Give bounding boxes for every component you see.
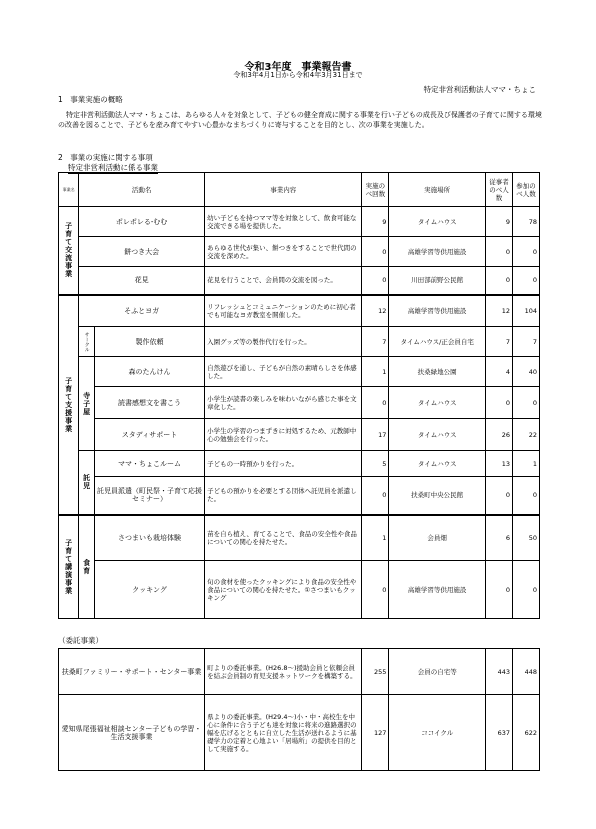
entrusted-place: ココイクル	[389, 695, 486, 771]
activity-name: クッキング	[94, 561, 204, 619]
activity-staff: 12	[486, 295, 513, 327]
activity-place: 扶桑緑地公園	[389, 357, 486, 387]
group-label: 子育て交流事業	[59, 207, 79, 295]
activity-staff: 0	[486, 561, 513, 619]
section1-heading: 1 事業実施の概略	[58, 95, 123, 104]
header-content: 事業内容	[205, 173, 362, 207]
activity-count: 5	[362, 451, 389, 477]
subgroup-label: 食育	[79, 515, 95, 619]
activity-name: 読書感想文を書こう	[94, 387, 204, 419]
activity-place: 川田部前野公民館	[389, 267, 486, 295]
activity-content: リフレッシュとコミュニケーションのために初心者でも可能なヨガ教室を開催した。	[205, 295, 362, 327]
activity-staff: 6	[486, 515, 513, 561]
activity-staff: 7	[486, 327, 513, 357]
header-count: 実施のべ回数	[362, 173, 389, 207]
activity-staff: 13	[486, 451, 513, 477]
activity-count: 0	[362, 477, 389, 515]
group-label: 子育て支援事業	[59, 295, 79, 515]
activity-content: 自然遊びを通し、子どもが自然の素晴らしさを体感した。	[205, 357, 362, 387]
activity-place: 会員畑	[389, 515, 486, 561]
activity-staff: 0	[486, 387, 513, 419]
activity-participants: 50	[512, 515, 539, 561]
subgroup-label: 託児	[79, 451, 95, 515]
header-activity: 活動名	[79, 173, 205, 207]
activity-place: タイムハウス	[389, 387, 486, 419]
header-category: 事業名	[59, 173, 79, 207]
activity-participants: 0	[512, 561, 539, 619]
entrusted-count: 255	[362, 649, 389, 695]
activity-participants: 104	[512, 295, 539, 327]
activity-participants: 7	[512, 327, 539, 357]
activity-participants: 0	[512, 237, 539, 267]
activity-name: さつまいも栽培体験	[94, 515, 204, 561]
section2-heading: 2 事業の実施に関する事項	[58, 153, 153, 162]
activity-content: 子どもの一時預かりを行った。	[205, 451, 362, 477]
entrusted-name: 愛知県尾張福祉相談センター子どもの学習・生活支援事業	[59, 695, 205, 771]
activity-place: 高雄学習等供用施設	[389, 295, 486, 327]
report-period: 令和3年4月1日から令和4年3月31日まで	[233, 71, 363, 79]
section2-subheading: 特定非営利活動に係る事業	[68, 163, 158, 172]
entrusted-count: 127	[362, 695, 389, 771]
activity-count: 9	[362, 207, 389, 237]
entrusted-staff: 637	[486, 695, 513, 771]
activity-participants: 40	[512, 357, 539, 387]
activity-content: 小学生の学習のつまずきに対処するため、元教師中心の勉強会を行った。	[205, 419, 362, 451]
entrusted-table	[58, 648, 540, 771]
entrusted-content: 町よりの委託事業。(H26.8～)援助会員と依頼会員を結ぶ会員制の育児支援ネットワークを構築する。	[205, 649, 362, 695]
activity-count: 0	[362, 387, 389, 419]
section3-heading: （委託事業）	[58, 636, 103, 645]
entrusted-participants: 622	[513, 695, 540, 771]
activity-name: スタディサポート	[94, 419, 204, 451]
activities-table	[58, 172, 540, 619]
header-participants: 参加のべ人数	[512, 173, 539, 207]
activity-count: 0	[362, 237, 389, 267]
page-title: 令和3年度 事業報告書	[244, 62, 352, 73]
activity-count: 17	[362, 419, 389, 451]
organization-name: 特定非営利活動法人ママ・ちょこ	[423, 85, 536, 94]
activity-name: ママ・ちょこルーム	[94, 451, 204, 477]
activity-content: 旬の食材を使ったクッキングにより食品の安全性や食品についての関心を持たせた。①さつまいもクッキング	[205, 561, 362, 619]
activity-staff: 9	[486, 207, 513, 237]
activity-staff: 0	[486, 237, 513, 267]
entrusted-name: 扶桑町ファミリー・サポート・センター事業	[59, 649, 205, 695]
header-place: 実施場所	[389, 173, 486, 207]
subgroup-label: サークル	[79, 327, 95, 357]
activity-content: あらゆる世代が集い、餅つきをすることで世代間の交流を深めた。	[205, 237, 362, 267]
activity-place: 扶桑町中央公民館	[389, 477, 486, 515]
activity-staff: 26	[486, 419, 513, 451]
activity-count: 1	[362, 515, 389, 561]
activity-name: そふとヨガ	[79, 295, 205, 327]
activity-staff: 0	[486, 477, 513, 515]
activity-place: タイムハウス	[389, 451, 486, 477]
activity-content: 花見を行うことで、会員間の交流を図った。	[205, 267, 362, 295]
activity-content: 入園グッズ等の製作代行を行った。	[205, 327, 362, 357]
subgroup-label: 寺子屋	[79, 357, 95, 451]
activity-participants: 0	[512, 267, 539, 295]
activity-content: 苗を自ら植え、育てることで、食品の安全性や食品についての関心を持たせた。	[205, 515, 362, 561]
header-staff: 従事者のべ人数	[486, 173, 513, 207]
activity-place: 高雄学習等供用施設	[389, 561, 486, 619]
group-label: 子育て講演事業	[59, 515, 79, 619]
entrusted-participants: 448	[513, 649, 540, 695]
activity-participants: 78	[512, 207, 539, 237]
activity-participants: 1	[512, 451, 539, 477]
activity-name: 花見	[79, 267, 205, 295]
activity-name: 託児員派遣（町民祭・子育て応援セミナー）	[94, 477, 204, 515]
activity-count: 0	[362, 267, 389, 295]
activity-count: 12	[362, 295, 389, 327]
activity-participants: 22	[512, 419, 539, 451]
activity-name: 製作依頼	[94, 327, 204, 357]
entrusted-staff: 443	[486, 649, 513, 695]
activity-name: 森のたんけん	[94, 357, 204, 387]
activity-name: 餅つき大会	[79, 237, 205, 267]
entrusted-content: 県よりの委託事業。(H29.4～)小・中・高校生を中心に条件に合う子ども達を対象に将来の進路選択の幅を広げるとともに自立した生活が送れるように基礎学力の定着と心地よい「居場所」の提供を目的として実施する。	[205, 695, 362, 771]
activity-count: 1	[362, 357, 389, 387]
activity-place: 高雄学習等供用施設	[389, 237, 486, 267]
activity-content: 子どもの預かりを必要とする団体へ託児員を派遣した。	[205, 477, 362, 515]
activity-count: 7	[362, 327, 389, 357]
activity-participants: 0	[512, 387, 539, 419]
activity-content: 小学生が読書の楽しみを味わいながら感じた事を文章化した。	[205, 387, 362, 419]
activity-content: 幼い子どもを持つママ等を対象として、飲食可能な交流できる場を提供した。	[205, 207, 362, 237]
entrusted-place: 会員の自宅等	[389, 649, 486, 695]
activity-count: 0	[362, 561, 389, 619]
activity-staff: 0	[486, 267, 513, 295]
section1-text: 特定非営利活動法人ママ・ちょこは、あらゆる人々を対象として、子どもの健全育成に関する事業を行い子どもの成長及び保護者の子育てに関する環境の改善を図ることで、子どもを産み育てやすい心豊かなまちづくりに寄与することを目的とし、次の事業を実施した。	[58, 111, 542, 129]
activity-place: タイムハウス/正会員自宅	[389, 327, 486, 357]
activity-name: ポレポレる-むむ	[79, 207, 205, 237]
activity-participants: 0	[512, 477, 539, 515]
activity-place: タイムハウス	[389, 207, 486, 237]
activity-place: タイムハウス	[389, 419, 486, 451]
activity-staff: 4	[486, 357, 513, 387]
